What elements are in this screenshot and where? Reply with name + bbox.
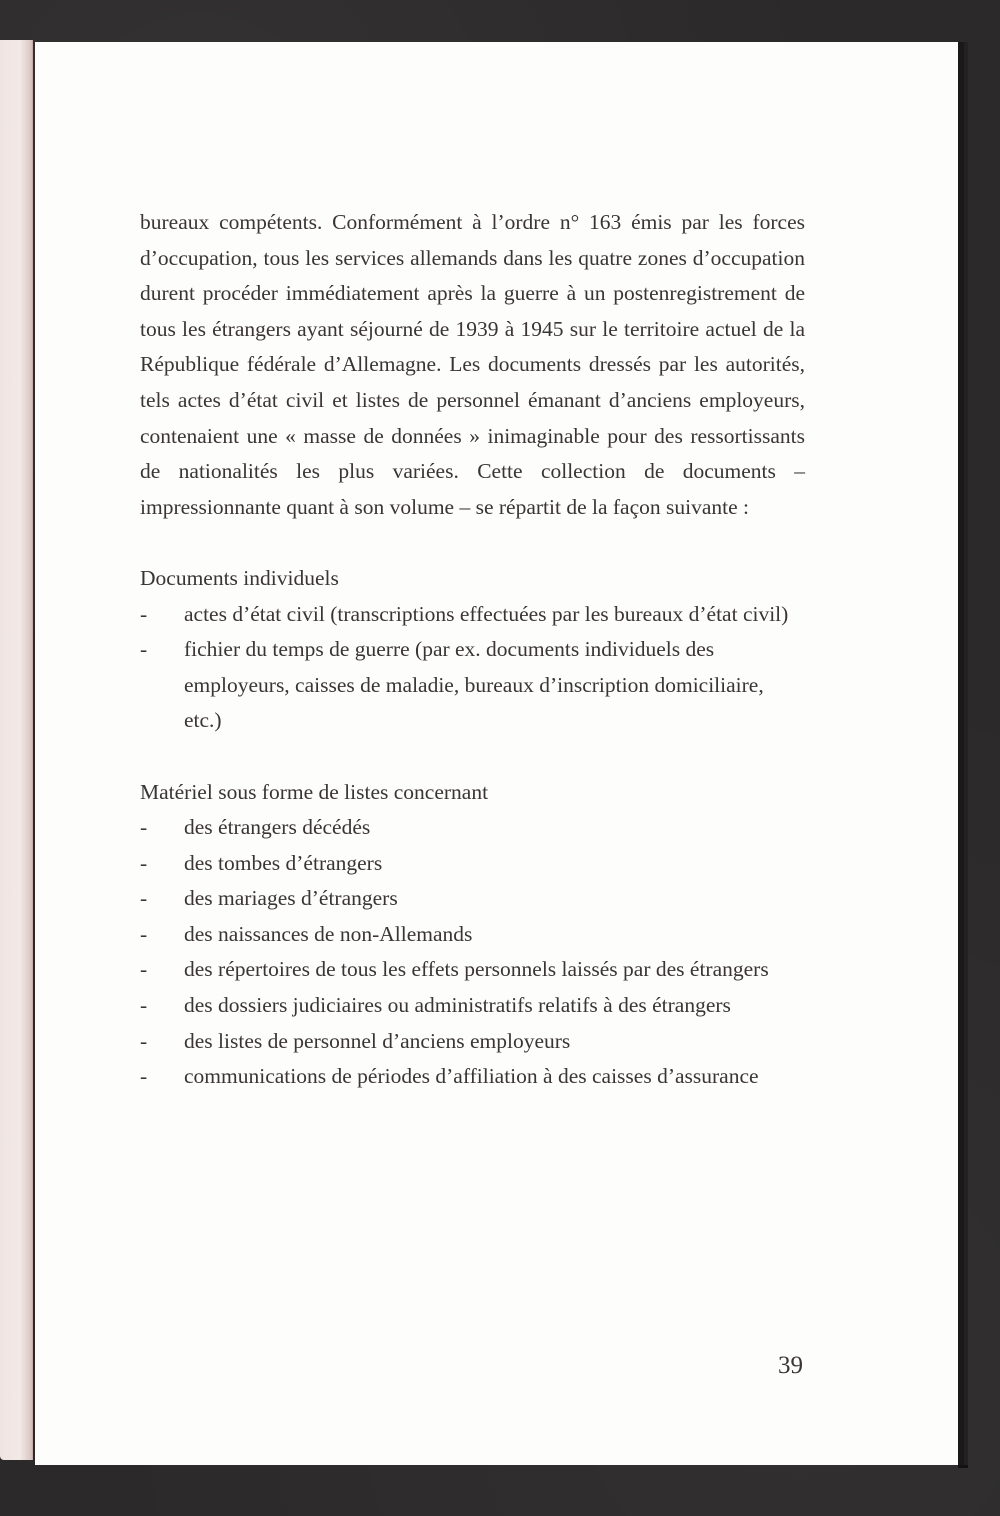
list-item-text: des mariages d’étrangers <box>184 886 398 911</box>
list-item-text: actes d’état civil (transcriptions effectuées par les bureaux d’état civil) <box>184 601 789 626</box>
dash-bullet-icon: - <box>140 850 148 875</box>
list-item <box>140 810 805 846</box>
list-item <box>140 1059 805 1095</box>
page-shadow <box>958 48 968 1468</box>
list-item-text: des dossiers judiciaires ou administratifs relatifs à des étrangers <box>184 993 731 1018</box>
section-documents-individuels <box>140 561 805 739</box>
dash-bullet-icon: - <box>140 957 148 982</box>
dash-bullet-icon: - <box>140 815 148 840</box>
list-item <box>140 597 805 633</box>
section-heading: Matériel sous forme de listes concernant <box>140 779 489 804</box>
dash-bullet-icon: - <box>140 921 148 946</box>
dash-bullet-icon: - <box>140 993 148 1018</box>
list-item <box>140 1024 805 1060</box>
list-item <box>140 952 805 988</box>
book-page <box>35 42 958 1465</box>
list-item-text: des étrangers décédés <box>184 815 371 840</box>
list-item <box>140 881 805 917</box>
list-item-text: communications de périodes d’affiliation à des caisses d’assurance <box>184 1064 759 1089</box>
list-item <box>140 917 805 953</box>
list-item-text: des tombes d’étrangers <box>184 850 383 875</box>
page-body <box>140 205 805 1095</box>
body-paragraph: bureaux compétents. Conformément à l’ordre n° 163 émis par les forces d’occupation, tous les services allemands dans les quatre zones d’occupation durent procéder immédiatement après la guerre à un postenregistrement de tous les étrangers ayant séjourné de 1939 à 1945 sur le territoire actuel de la République fédérale d’Allemagne. Les documents dressés par les autorités, tels actes d’état civil et listes de personnel émanant d’anciens employeurs, contenaient une « masse de données » inimaginable pour des ressortissants de nationalités les plus variées. Cette collection de documents – impressionnante quant à son volume – se répartit de la façon suivante : <box>140 210 805 519</box>
section-materiel-listes <box>140 775 805 1095</box>
page-number: 39 <box>778 1352 803 1379</box>
list-item <box>140 988 805 1024</box>
previous-page-edge <box>0 40 33 1460</box>
dash-bullet-icon: - <box>140 1028 148 1053</box>
list-item-text: des naissances de non-Allemands <box>184 921 473 946</box>
dash-bullet-icon: - <box>140 637 148 662</box>
dash-list <box>140 810 805 1095</box>
dash-list <box>140 597 805 739</box>
list-item-text: fichier du temps de guerre (par ex. documents individuels des employeurs, caisses de maladie, bureaux d’inscription domiciliaire, etc.) <box>184 637 764 733</box>
list-item-text: des répertoires de tous les effets personnels laissés par des étrangers <box>184 957 769 982</box>
section-heading: Documents individuels <box>140 565 339 590</box>
list-item-text: des listes de personnel d’anciens employeurs <box>184 1028 571 1053</box>
list-item <box>140 846 805 882</box>
dash-bullet-icon: - <box>140 601 148 626</box>
dash-bullet-icon: - <box>140 886 148 911</box>
list-item <box>140 632 805 739</box>
dash-bullet-icon: - <box>140 1064 148 1089</box>
